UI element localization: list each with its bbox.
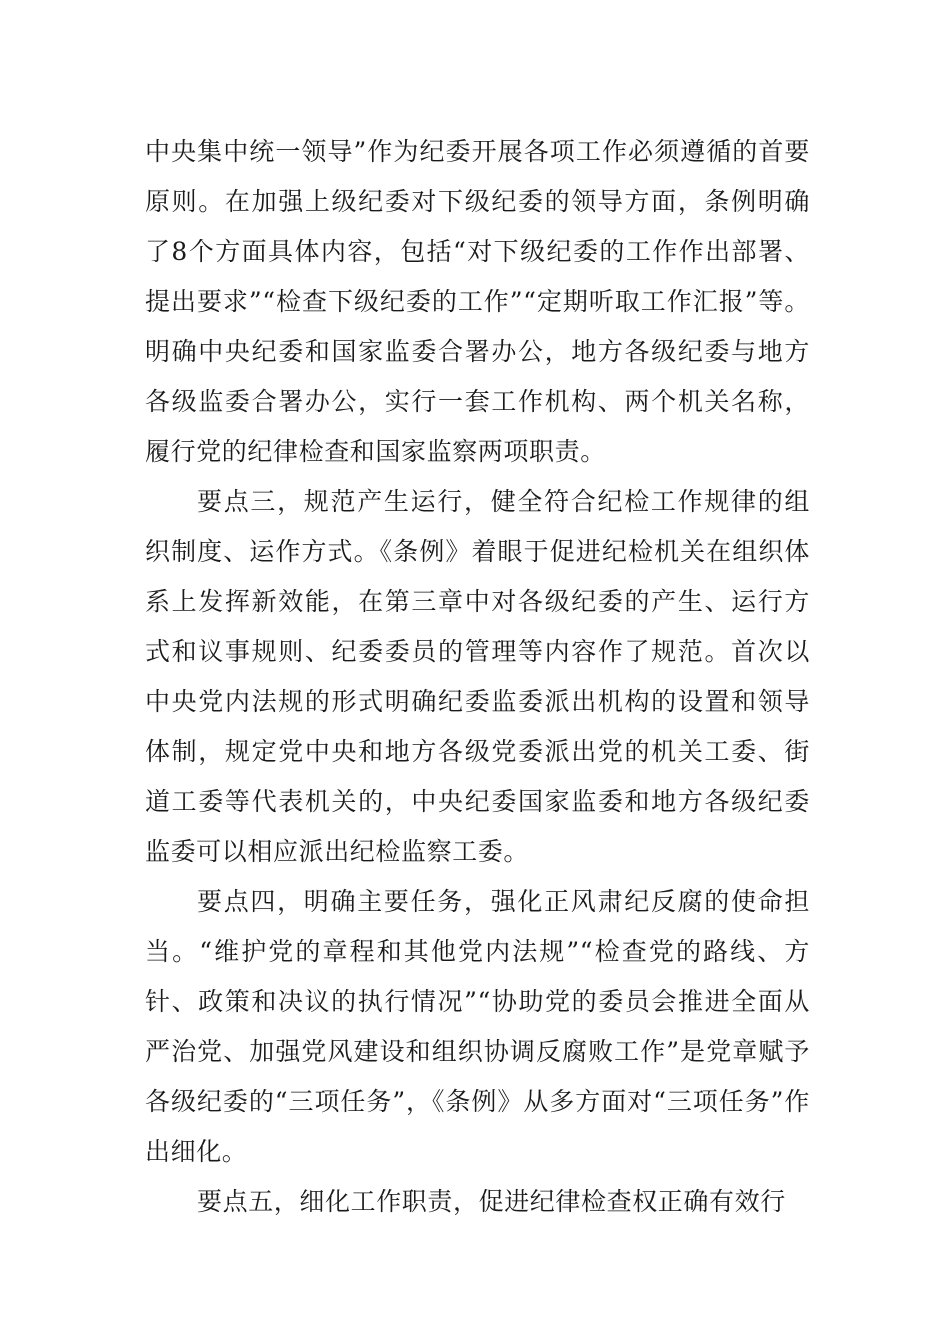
paragraph-point-four: 要点四，明确主要任务，强化正风肃纪反腐的使命担当。“维护党的章程和其他党内法规”“检查党的路线、方针、政策和决议的执行情况”“协助党的委员会推进全面从严治党、加强党风建设和组织协调反腐败工作”是党章赋予各级纪委的“三项任务”，《条例》从多方面对“三项任务”作出细化。 — [145, 887, 810, 1166]
paragraph-point-three: 要点三，规范产生运行，健全符合纪检工作规律的组织制度、运作方式。《条例》着眼于促进纪检机关在组织体系上发挥新效能，在第三章中对各级纪委的产生、运行方式和议事规则、纪委委员的管理等内容作了规范。首次以中央党内法规的形式明确纪委监委派出机构的设置和领导体制，规定党中央和地方各级党委派出党的机关工委、街道工委等代表机关的，中央纪委国家监委和地方各级纪委监委可以相应派出纪检监察工委。 — [145, 487, 810, 866]
paragraph-point-five: 要点五，细化工作职责，促进纪律检查权正确有效行 — [197, 1187, 786, 1216]
document-body — [145, 127, 810, 1227]
paragraph-continued: 中央集中统一领导”作为纪委开展各项工作必须遵循的首要原则。在加强上级纪委对下级纪委的领导方面，条例明确了8个方面具体内容，包括“对下级纪委的工作作出部署、提出要求”“检查下级纪委的工作”“定期听取工作汇报”等。明确中央纪委和国家监委合署办公，地方各级纪委与地方各级监委合署办公，实行一套工作机构、两个机关名称，履行党的纪律检查和国家监察两项职责。 — [145, 137, 810, 466]
